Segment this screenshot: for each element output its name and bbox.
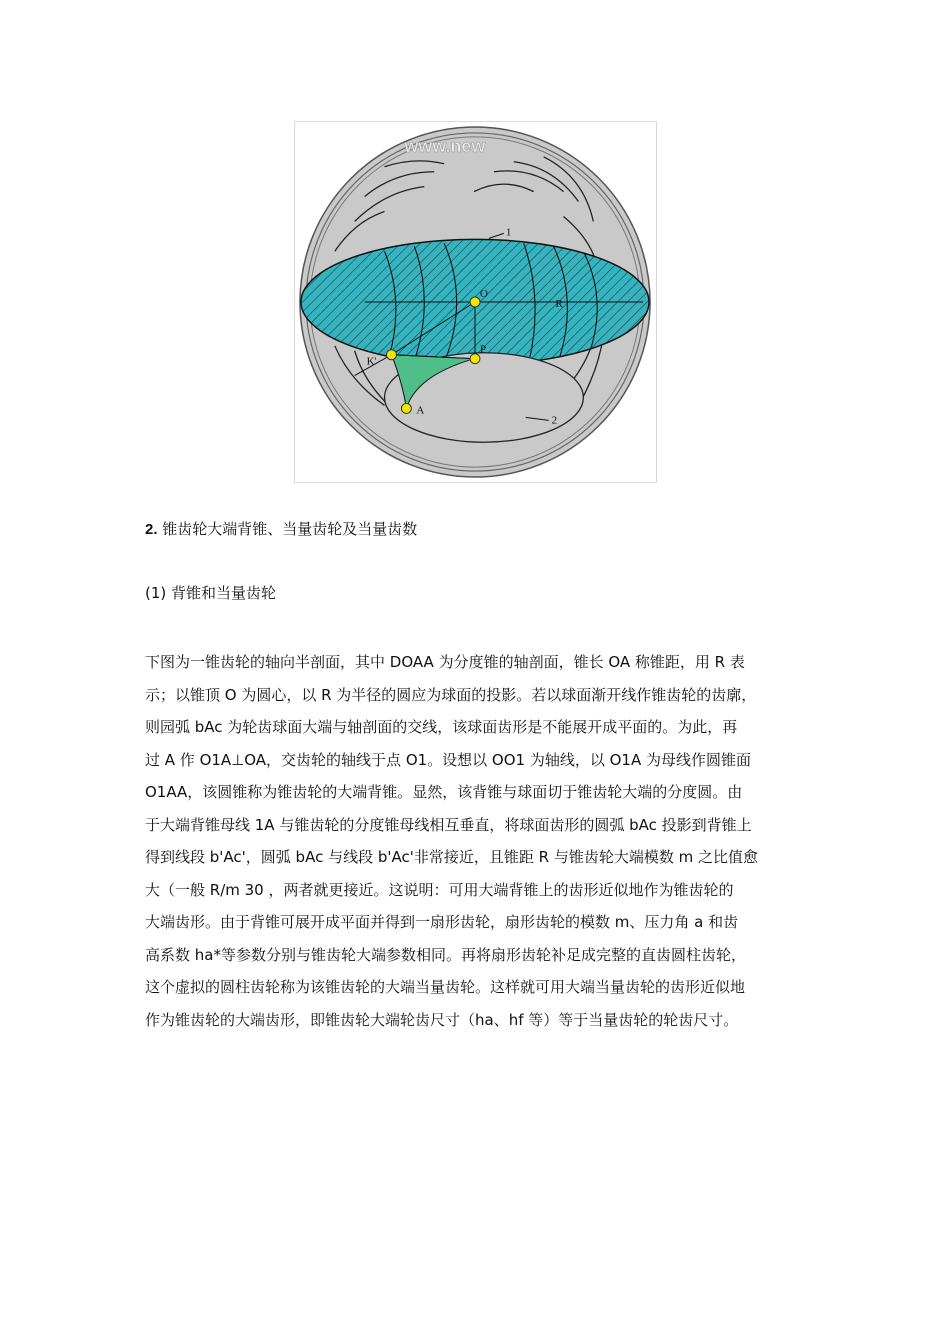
section-heading bbox=[145, 519, 417, 540]
paragraph-line: 下图为一锥齿轮的轴向半剖面，其中 DOAA 为分度锥的轴剖面，锥长 OA 称锥距，用 R 表 bbox=[145, 653, 745, 671]
watermark-text: www.new bbox=[404, 135, 486, 156]
paragraph-line: 作为锥齿轮的大端齿形，即锥齿轮大端轮齿尺寸（ha、hf 等）等于当量齿轮的轮齿尺寸。 bbox=[145, 1010, 739, 1029]
label-2: 2 bbox=[551, 414, 558, 427]
paragraph-line: 大（一般 R/m 30 ，两者就更接近。这说明：可用大端背锥上的齿形近似地作为锥齿轮的 bbox=[145, 880, 734, 899]
subsection-heading: (1) 背锥和当量齿轮 bbox=[145, 584, 277, 602]
sphere-gear-figure bbox=[294, 121, 657, 483]
paragraph-line: 过 A 作 O1A⊥OA，交齿轮的轴线于点 O1。设想以 OO1 为轴线，以 O1A 为母线作圆锥面 bbox=[145, 750, 752, 769]
paragraph-line: O1AA，该圆锥称为锥齿轮的大端背锥。显然，该背锥与球面切于锥齿轮大端的分度圆。由 bbox=[145, 783, 743, 801]
label-a: A bbox=[416, 404, 425, 417]
paragraph-line: 于大端背锥母线 1A 与锥齿轮的分度锥母线相互垂直，将球面齿形的圆弧 bAc 投影到背锥上 bbox=[145, 815, 752, 834]
paragraph-line: 示；以锥顶 O 为圆心，以 R 为半径的圆应为球面的投影。若以球面渐开线作锥齿轮的齿廓， bbox=[145, 685, 757, 704]
label-r: R bbox=[555, 297, 563, 310]
section-number: 2. bbox=[145, 521, 158, 538]
body-paragraph bbox=[145, 646, 813, 1036]
paragraph-line: 高系数 ha*等参数分别与锥齿轮大端参数相同。再将扇形齿轮补足成完整的直齿圆柱齿轮， bbox=[145, 945, 746, 964]
label-k: K' bbox=[366, 355, 377, 368]
section-title: 锥齿轮大端背锥、当量齿轮及当量齿数 bbox=[162, 520, 418, 538]
paragraph-line: 这个虚拟的圆柱齿轮称为该锥齿轮的大端当量齿轮。这样就可用大端当量齿轮的齿形近似地 bbox=[145, 978, 746, 996]
paragraph-line: 得到线段 b'Ac'，圆弧 bAc 与线段 b'Ac'非常接近，且锥距 R 与锥齿轮大端模数 m 之比值愈 bbox=[145, 848, 758, 866]
label-p: P bbox=[479, 343, 487, 356]
sphere-gear-diagram bbox=[295, 122, 656, 482]
paragraph-line: 大端齿形。由于背锥可展开成平面并得到一扇形齿轮，扇形齿轮的模数 m、压力角 a 和齿 bbox=[145, 913, 739, 931]
label-o: O bbox=[479, 288, 488, 301]
label-1: 1 bbox=[505, 226, 512, 239]
paragraph-line: 则园弧 bAc 为轮齿球面大端与轴剖面的交线，该球面齿形是不能展开成平面的。为此，再 bbox=[145, 718, 738, 736]
